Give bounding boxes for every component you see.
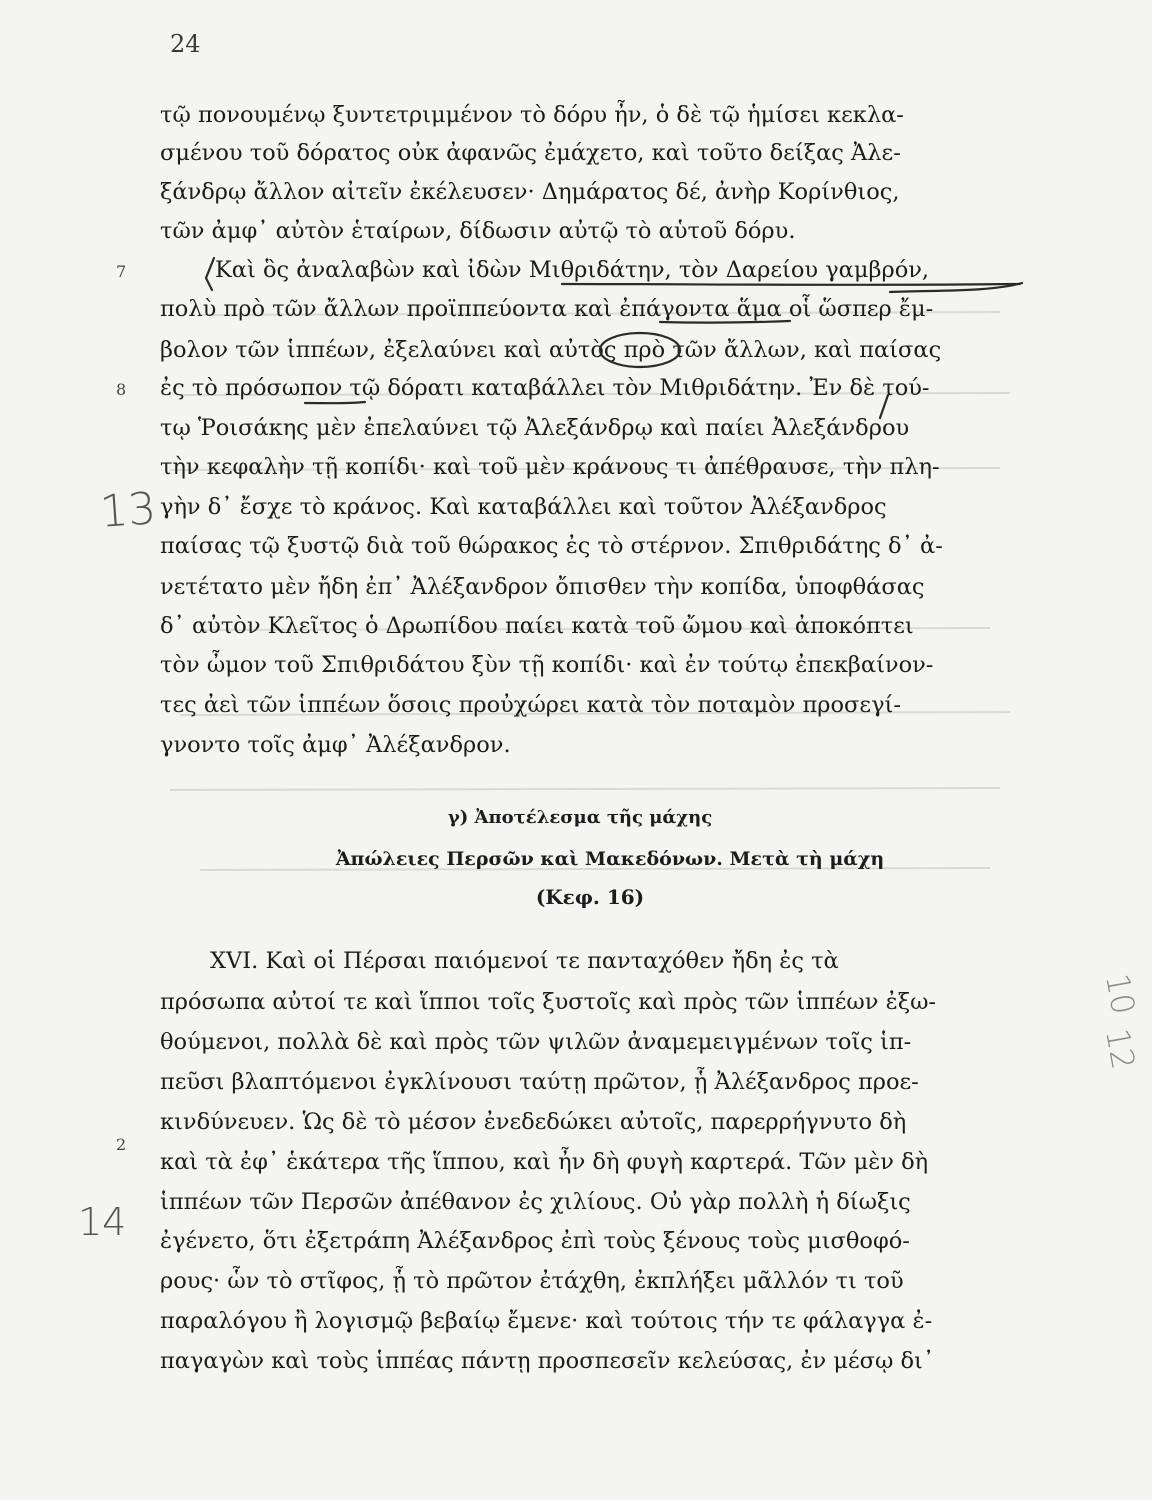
page-number: 24	[170, 30, 201, 58]
text-line: γὴν δ᾿ ἔσχε τὸ κράνος. Καὶ καταβάλλει καὶ τοῦτον Ἀλέξανδρος	[160, 494, 887, 520]
text-line: ξάνδρῳ ἄλλον αἰτεῖν ἐκέλευσεν· Δημάρατος δέ, ἀνὴρ Κορίνθιος,	[160, 179, 900, 205]
bracket-mark	[206, 258, 214, 290]
text-line: τῳ Ῥοισάκης μὲν ἐπελαύνει τῷ Ἀλεξάνδρῳ καὶ παίει Ἀλεξάνδρου	[160, 415, 910, 441]
text-line: κινδύνευεν. Ὡς δὲ τὸ μέσον ἐνεδεδώκει αὐτοῖς, παρερρήγνυτο δὴ	[160, 1109, 907, 1135]
text-line: πεῦσι βλαπτόμενοι ἐγκλίνουσι ταύτῃ πρῶτον, ᾗ Ἀλέξανδρος προε-	[160, 1069, 919, 1095]
handwritten-mark: 10	[1098, 970, 1143, 1018]
text-line: γνοντο τοῖς ἀμφ᾿ Ἀλέξανδρον.	[160, 732, 511, 758]
text-line: XVI. Καὶ οἱ Πέρσαι παιόμενοί τε πανταχόθεν ἤδη ἐς τὰ	[210, 948, 839, 974]
text-line: θούμενοι, πολλὰ δὲ καὶ πρὸς τῶν ψιλῶν ἀναμεμειγμένων τοῖς ἱπ-	[160, 1029, 912, 1055]
margin-line-number: 2	[116, 1135, 127, 1154]
text-line: τῷ πονουμένῳ ξυντετριμμένον τὸ δόρυ ἦν, ὁ δὲ τῷ ἡμίσει κεκλα-	[160, 102, 904, 128]
text-line: σμένου τοῦ δόρατος οὐκ ἀφανῶς ἐμάχετο, καὶ τοῦτο δείξας Ἀλε-	[160, 140, 901, 166]
text-line: πρόσωπα αὐτοί τε καὶ ἵπποι τοῖς ξυστοῖς καὶ πρὸς τῶν ἱππέων ἐξω-	[160, 989, 937, 1015]
text-line: ἱππέων τῶν Περσῶν ἀπέθανον ἐς χιλίους. Οὐ γὰρ πολλὴ ἡ δίωξις	[160, 1189, 911, 1215]
text-line: τὸν ὦμον τοῦ Σπιθριδάτου ξὺν τῇ κοπίδι· καὶ ἐν τούτῳ ἐπεκβαίνον-	[160, 652, 934, 678]
handwritten-mark: 14	[78, 1200, 127, 1244]
handwritten-mark: 13	[98, 483, 158, 538]
section-subtitle: Ἀπώλειες Περσῶν καὶ Μακεδόνων. Μετὰ τὴ μάχη	[335, 848, 885, 870]
text-line: τῶν ἀμφ᾿ αὐτὸν ἑταίρων, δίδωσιν αὐτῷ τὸ αὑτοῦ δόρυ.	[160, 218, 796, 244]
text-line: δ᾿ αὐτὸν Κλεῖτος ὁ Δρωπίδου παίει κατὰ τοῦ ὤμου καὶ ἀποκόπτει	[160, 613, 914, 639]
text-line: ἐγένετο, ὅτι ἐξετράπη Ἀλέξανδρος ἐπὶ τοὺς ξένους τοὺς μισθοφό-	[160, 1228, 910, 1254]
text-line: πολὺ πρὸ τῶν ἄλλων προϊππεύοντα καὶ ἐπάγοντα ἅμα οἷ ὥσπερ ἔμ-	[160, 296, 934, 322]
chapter-reference: (Κεφ. 16)	[535, 885, 645, 909]
text-line: παραλόγου ἢ λογισμῷ βεβαίῳ ἔμενε· καὶ τούτοις τήν τε φάλαγγα ἐ-	[160, 1308, 933, 1334]
text-line: τες ἀεὶ τῶν ἱππέων ὅσοις προὐχώρει κατὰ τὸν ποταμὸν προσεγί-	[160, 692, 901, 718]
margin-line-number: 7	[116, 262, 127, 281]
handwritten-mark: 12	[1098, 1025, 1143, 1073]
text-line: ἐς τὸ πρόσωπον τῷ δόρατι καταβάλλει τὸν Μιθριδάτην. Ἐν δὲ τού-	[160, 375, 930, 401]
text-line: παγαγὼν καὶ τοὺς ἱππέας πάντῃ προσπεσεῖν κελεύσας, ἐν μέσῳ δι᾿	[160, 1348, 935, 1374]
text-line: Καὶ ὃς ἀναλαβὼν καὶ ἰδὼν Μιθριδάτην, τὸν Δαρείου γαμβρόν,	[215, 257, 930, 283]
text-line: νετέτατο μὲν ἤδη ἐπ᾿ Ἀλέξανδρον ὄπισθεν τὴν κοπίδα, ὑποφθάσας	[160, 574, 925, 600]
section-heading: γ) Ἀποτέλεσμα τῆς μάχης	[447, 807, 713, 828]
text-line: τὴν κεφαλὴν τῇ κοπίδι· καὶ τοῦ μὲν κράνους τι ἀπέθραυσε, τὴν πλη-	[160, 454, 940, 480]
margin-line-number: 8	[116, 380, 127, 399]
text-line: καὶ τὰ ἐφ᾿ ἑκάτερα τῆς ἵππου, καὶ ἦν δὴ φυγὴ καρτερά. Τῶν μὲν δὴ	[160, 1149, 929, 1175]
text-line: ρους· ὧν τὸ στῖφος, ᾗ τὸ πρῶτον ἐτάχθη, ἐκπλήξει μᾶλλόν τι τοῦ	[160, 1268, 904, 1294]
text-line: βολον τῶν ἱππέων, ἐξελαύνει καὶ αὐτὸς πρὸ τῶν ἄλλων, καὶ παίσας	[160, 337, 942, 363]
text-line: παίσας τῷ ξυστῷ διὰ τοῦ θώρακος ἐς τὸ στέρνον. Σπιθριδάτης δ᾿ ἀ-	[160, 533, 943, 559]
